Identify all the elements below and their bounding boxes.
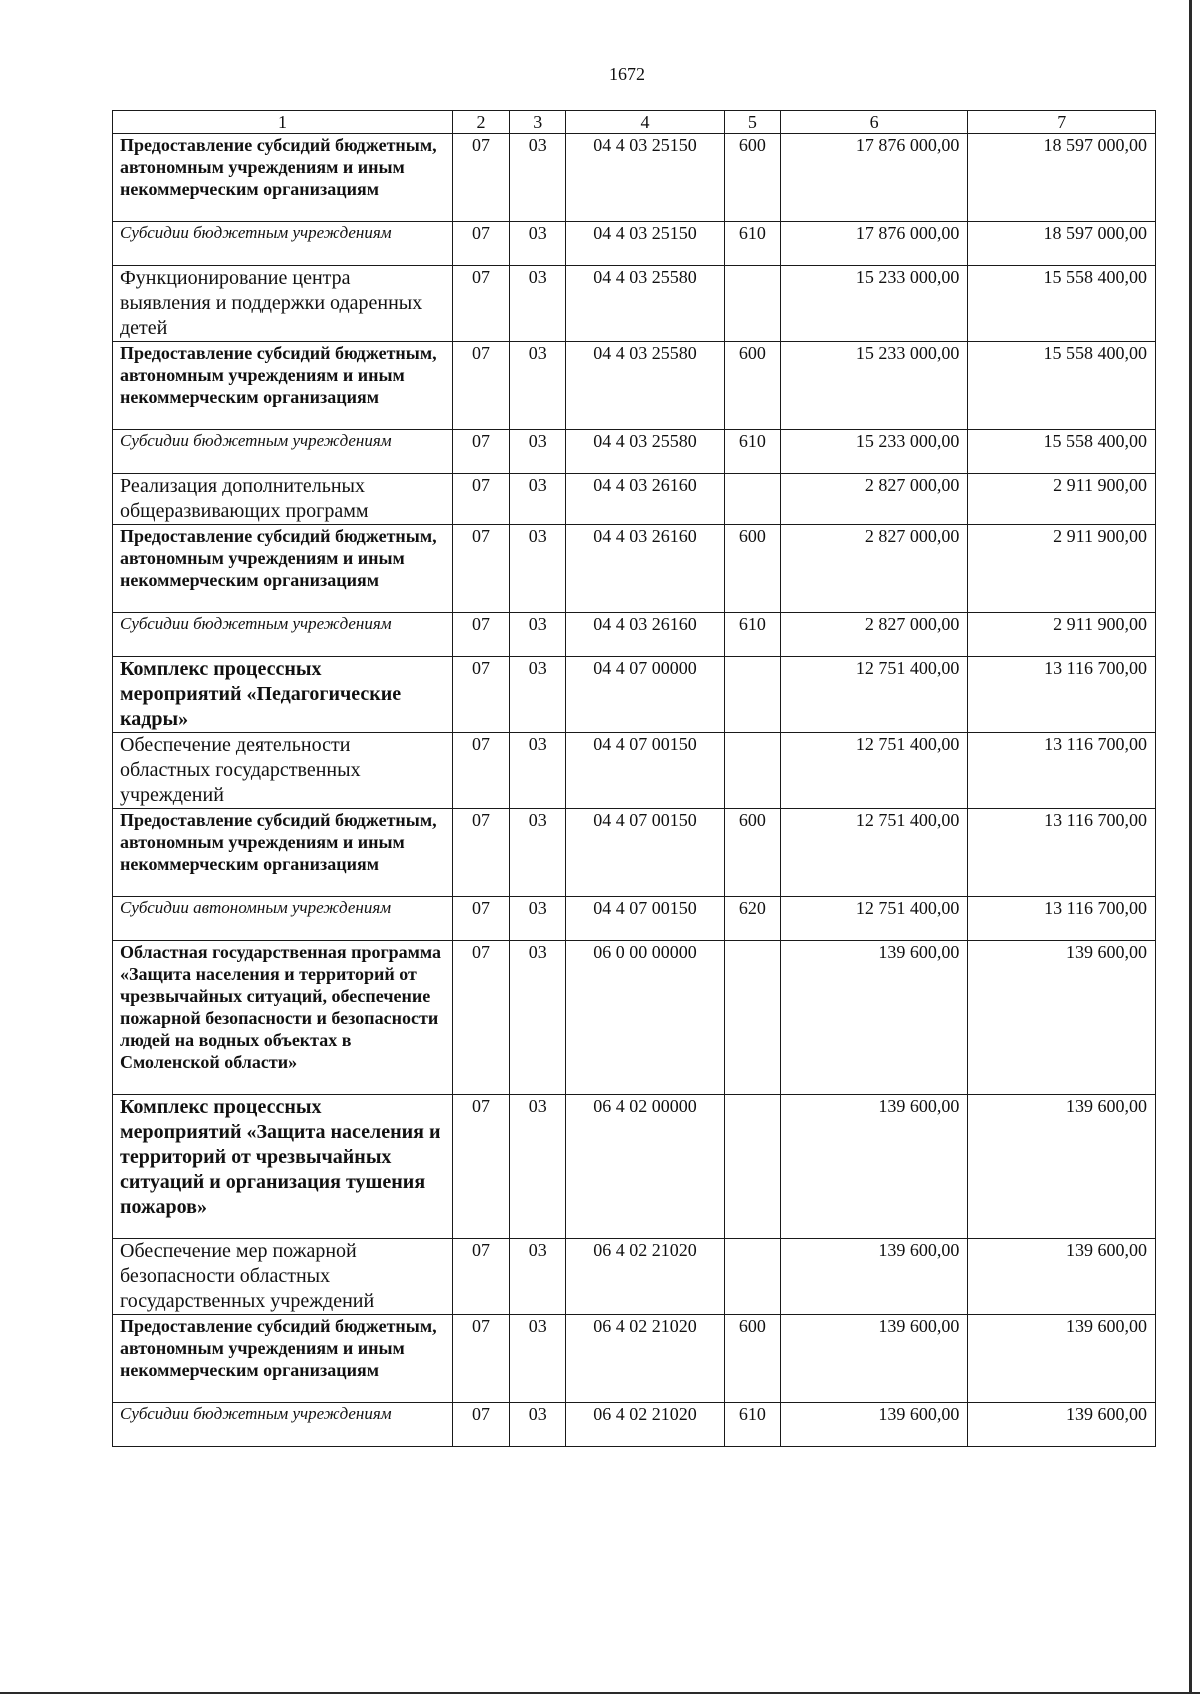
cell-section: 07: [452, 897, 509, 941]
cell-amount-year1: 2 827 000,00: [780, 613, 968, 657]
cell-target-code: 04 4 03 26160: [566, 613, 724, 657]
cell-section: 07: [452, 342, 509, 430]
cell-amount-year2: 139 600,00: [968, 1315, 1156, 1403]
cell-section: 07: [452, 474, 509, 525]
table-row: [113, 1315, 1156, 1403]
cell-amount-year2: 18 597 000,00: [968, 222, 1156, 266]
cell-expense-type: [724, 941, 780, 1095]
cell-amount-year2: 2 911 900,00: [968, 474, 1156, 525]
cell-subsection: 03: [510, 809, 566, 897]
cell-expense-type: 600: [724, 1315, 780, 1403]
table-row: [113, 342, 1156, 430]
cell-amount-year2: 13 116 700,00: [968, 897, 1156, 941]
budget-table: [112, 110, 1156, 1447]
header-cell-2: 2: [452, 111, 509, 134]
cell-amount-year2: 2 911 900,00: [968, 525, 1156, 613]
cell-section: 07: [452, 1403, 509, 1447]
header-cell-3: 3: [510, 111, 566, 134]
cell-subsection: 03: [510, 474, 566, 525]
cell-name: Реализация дополнительных общеразвивающих программ: [113, 474, 453, 525]
cell-section: 07: [452, 809, 509, 897]
cell-subsection: 03: [510, 525, 566, 613]
table-row: [113, 1095, 1156, 1239]
cell-target-code: 04 4 07 00000: [566, 657, 724, 733]
cell-amount-year1: 15 233 000,00: [780, 266, 968, 342]
cell-target-code: 04 4 07 00150: [566, 809, 724, 897]
cell-name: Субсидии автономным учреждениям: [113, 897, 453, 941]
cell-subsection: 03: [510, 897, 566, 941]
cell-name: Предоставление субсидий бюджетным, автономным учреждениям и иным некоммерческим организациям: [113, 525, 453, 613]
cell-amount-year2: 13 116 700,00: [968, 809, 1156, 897]
cell-expense-type: 610: [724, 1403, 780, 1447]
cell-subsection: 03: [510, 430, 566, 474]
cell-target-code: 06 4 02 21020: [566, 1403, 724, 1447]
cell-target-code: 04 4 03 25580: [566, 342, 724, 430]
cell-subsection: 03: [510, 266, 566, 342]
cell-target-code: 04 4 03 25580: [566, 430, 724, 474]
cell-section: 07: [452, 430, 509, 474]
cell-section: 07: [452, 733, 509, 809]
cell-section: 07: [452, 657, 509, 733]
cell-amount-year1: 17 876 000,00: [780, 222, 968, 266]
cell-subsection: 03: [510, 342, 566, 430]
cell-amount-year1: 139 600,00: [780, 941, 968, 1095]
page-number: 1672: [609, 64, 645, 84]
cell-name: Областная государственная программа «Защита населения и территорий от чрезвычайных ситуаций, обеспечение пожарной безопасности и безопасности людей на водных объектах в Смоленской области»: [113, 941, 453, 1095]
cell-name: Предоставление субсидий бюджетным, автономным учреждениям и иным некоммерческим организациям: [113, 1315, 453, 1403]
cell-section: 07: [452, 1239, 509, 1315]
cell-expense-type: 600: [724, 525, 780, 613]
header-row: [113, 111, 1156, 134]
cell-section: 07: [452, 266, 509, 342]
cell-section: 07: [452, 222, 509, 266]
cell-subsection: 03: [510, 222, 566, 266]
cell-name: Субсидии бюджетным учреждениям: [113, 430, 453, 474]
header-cell-6: 6: [780, 111, 968, 134]
table-row: [113, 134, 1156, 222]
cell-target-code: 06 4 02 00000: [566, 1095, 724, 1239]
cell-subsection: 03: [510, 941, 566, 1095]
cell-subsection: 03: [510, 733, 566, 809]
cell-amount-year2: 139 600,00: [968, 1095, 1156, 1239]
cell-amount-year1: 2 827 000,00: [780, 474, 968, 525]
cell-expense-type: [724, 1095, 780, 1239]
cell-amount-year1: 17 876 000,00: [780, 134, 968, 222]
table-row: [113, 733, 1156, 809]
cell-section: 07: [452, 1315, 509, 1403]
cell-amount-year2: 15 558 400,00: [968, 430, 1156, 474]
cell-name: Комплекс процессных мероприятий «Защита населения и территорий от чрезвычайных ситуаций и организация тушения пожаров»: [113, 1095, 453, 1239]
cell-expense-type: 620: [724, 897, 780, 941]
cell-target-code: 04 4 03 25150: [566, 134, 724, 222]
cell-name: Предоставление субсидий бюджетным, автономным учреждениям и иным некоммерческим организациям: [113, 134, 453, 222]
cell-target-code: 04 4 07 00150: [566, 733, 724, 809]
cell-amount-year2: 13 116 700,00: [968, 733, 1156, 809]
cell-amount-year1: 12 751 400,00: [780, 897, 968, 941]
cell-expense-type: [724, 474, 780, 525]
cell-expense-type: 610: [724, 430, 780, 474]
cell-amount-year2: 2 911 900,00: [968, 613, 1156, 657]
cell-amount-year2: 15 558 400,00: [968, 266, 1156, 342]
cell-amount-year2: 139 600,00: [968, 941, 1156, 1095]
table-row: [113, 941, 1156, 1095]
cell-name: Предоставление субсидий бюджетным, автономным учреждениям и иным некоммерческим организациям: [113, 342, 453, 430]
table-row: [113, 1239, 1156, 1315]
cell-section: 07: [452, 613, 509, 657]
cell-amount-year1: 2 827 000,00: [780, 525, 968, 613]
table-row: [113, 657, 1156, 733]
cell-name: Обеспечение мер пожарной безопасности областных государственных учреждений: [113, 1239, 453, 1315]
cell-expense-type: [724, 1239, 780, 1315]
cell-amount-year2: 139 600,00: [968, 1403, 1156, 1447]
cell-subsection: 03: [510, 134, 566, 222]
cell-subsection: 03: [510, 1315, 566, 1403]
scan-right-edge: [1189, 0, 1192, 1694]
cell-expense-type: [724, 733, 780, 809]
cell-target-code: 04 4 03 25150: [566, 222, 724, 266]
cell-amount-year1: 139 600,00: [780, 1239, 968, 1315]
cell-expense-type: 600: [724, 134, 780, 222]
header-cell-5: 5: [724, 111, 780, 134]
table-row: [113, 1403, 1156, 1447]
cell-amount-year2: 13 116 700,00: [968, 657, 1156, 733]
table-row: [113, 897, 1156, 941]
cell-expense-type: 600: [724, 342, 780, 430]
cell-subsection: 03: [510, 1239, 566, 1315]
header-cell-7: 7: [968, 111, 1156, 134]
table-header: [113, 111, 1156, 134]
table-row: [113, 430, 1156, 474]
cell-name: Обеспечение деятельности областных государственных учреждений: [113, 733, 453, 809]
cell-target-code: 06 4 02 21020: [566, 1239, 724, 1315]
table-row: [113, 474, 1156, 525]
cell-expense-type: [724, 266, 780, 342]
cell-target-code: 06 0 00 00000: [566, 941, 724, 1095]
cell-target-code: 04 4 03 26160: [566, 525, 724, 613]
cell-name: Субсидии бюджетным учреждениям: [113, 222, 453, 266]
table-row: [113, 525, 1156, 613]
cell-name: Предоставление субсидий бюджетным, автономным учреждениям и иным некоммерческим организациям: [113, 809, 453, 897]
header-cell-1: 1: [113, 111, 453, 134]
cell-section: 07: [452, 1095, 509, 1239]
cell-subsection: 03: [510, 1403, 566, 1447]
cell-expense-type: 610: [724, 613, 780, 657]
cell-section: 07: [452, 134, 509, 222]
cell-amount-year1: 139 600,00: [780, 1403, 968, 1447]
cell-amount-year1: 12 751 400,00: [780, 657, 968, 733]
table-row: [113, 266, 1156, 342]
cell-expense-type: 600: [724, 809, 780, 897]
cell-subsection: 03: [510, 1095, 566, 1239]
cell-expense-type: [724, 657, 780, 733]
header-cell-4: 4: [566, 111, 724, 134]
cell-target-code: 04 4 03 25580: [566, 266, 724, 342]
cell-target-code: 04 4 07 00150: [566, 897, 724, 941]
table-row: [113, 613, 1156, 657]
table-row: [113, 809, 1156, 897]
cell-amount-year2: 15 558 400,00: [968, 342, 1156, 430]
cell-amount-year1: 139 600,00: [780, 1095, 968, 1239]
cell-target-code: 04 4 03 26160: [566, 474, 724, 525]
cell-amount-year1: 139 600,00: [780, 1315, 968, 1403]
cell-subsection: 03: [510, 613, 566, 657]
cell-target-code: 06 4 02 21020: [566, 1315, 724, 1403]
cell-name: Субсидии бюджетным учреждениям: [113, 1403, 453, 1447]
cell-name: Комплекс процессных мероприятий «Педагогические кадры»: [113, 657, 453, 733]
cell-section: 07: [452, 941, 509, 1095]
cell-subsection: 03: [510, 657, 566, 733]
cell-amount-year1: 15 233 000,00: [780, 430, 968, 474]
cell-amount-year1: 15 233 000,00: [780, 342, 968, 430]
cell-amount-year1: 12 751 400,00: [780, 733, 968, 809]
table-body: [113, 134, 1156, 1447]
cell-amount-year1: 12 751 400,00: [780, 809, 968, 897]
cell-section: 07: [452, 525, 509, 613]
cell-name: Функционирование центра выявления и поддержки одаренных детей: [113, 266, 453, 342]
cell-amount-year2: 18 597 000,00: [968, 134, 1156, 222]
cell-expense-type: 610: [724, 222, 780, 266]
cell-amount-year2: 139 600,00: [968, 1239, 1156, 1315]
table-row: [113, 222, 1156, 266]
cell-name: Субсидии бюджетным учреждениям: [113, 613, 453, 657]
